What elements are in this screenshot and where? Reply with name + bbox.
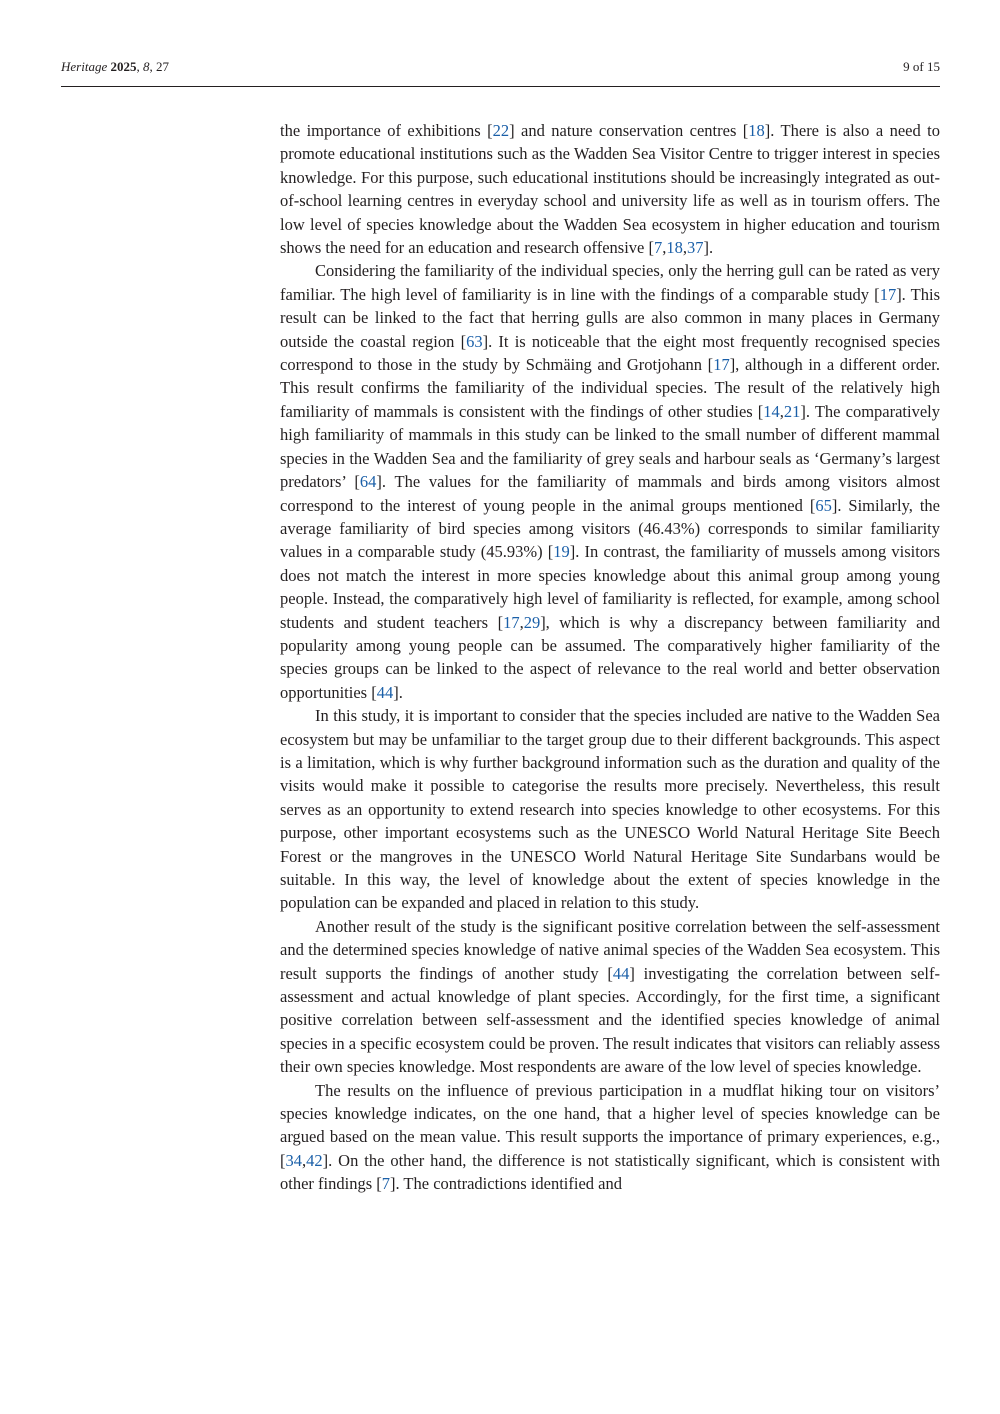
citation-link[interactable]: 44 [376,682,394,702]
paragraph-text: ]. In contrast, the familiarity of mussels among visitors does not match the interest in more species knowledge about this animal group among young people. Instead, the comparatively high level of familiarity is reflected, for example, among school students and student teachers [ [280,542,940,632]
paragraph-text: , [519,612,524,632]
paragraph [280,259,940,704]
paragraph [280,704,940,915]
citation-link[interactable]: 64 [359,472,377,492]
paragraph-text: ] and nature conservation centres [ [509,121,749,140]
paragraph-text: , [779,401,784,421]
paragraph-text: , [662,238,667,258]
journal-volume: 8 [142,59,150,74]
paragraph-text: the importance of exhibitions [ [280,121,493,140]
journal-year: 2025 [110,59,137,74]
citation-link[interactable]: 7 [654,238,663,258]
paragraph-text: ] investigating the correlation between self-assessment and actual knowledge of plant species. Accordingly, for the first time, a significant positive correlation between self-assessment and the identified species knowledge of animal species in a specific ecosystem could be proven. The result indicates that visitors can reliably assess their own species knowledge. Most respondents are aware of the low level of species knowledge. [280,963,940,1077]
paragraph-text: ]. Similarly, the average familiarity of bird species among visitors (46.43%) corresponds to similar familiarity values in a comparable study (45.93%) [ [280,495,940,562]
citation-link[interactable]: 29 [523,612,541,632]
citation-link[interactable]: 18 [666,238,683,258]
citation-link[interactable]: 19 [553,542,570,562]
paragraph [280,915,940,1079]
citation-link[interactable]: 17 [713,355,730,375]
paragraph-text: Another result of the study is the significant positive correlation between the self-assessment and the determined species knowledge of native animal species of the Wadden Sea ecosystem. This result supports the findings of another study [ [280,916,940,983]
citation-link[interactable]: 37 [687,238,704,258]
citation-link[interactable]: 44 [612,963,630,983]
paragraph-text: In this study, it is important to consider that the species included are native to the Wadden Sea ecosystem but may be unfamiliar to the target group due to their different backgrounds. This aspect is a limitation, which is why further background information such as the duration and quality of the visits would make it possible to categorise the results more precisely. Nevertheless, this result serves as an opportunity to extend research into species knowledge to other ecosystems. For this purpose, other important ecosystems such as the UNESCO World Natural Heritage Site Beech Forest or the mangroves in the UNESCO World Natural Heritage Site Sundarbans would be suitable. In this way, the level of knowledge about the extent of species knowledge in the population can be expanded and placed in relation to this study. [280,706,940,913]
citation-link[interactable]: 34 [285,1150,302,1170]
paragraph-text: ], although in a different order. This result confirms the familiarity of the individual species. The result of the relatively high familiarity of mammals is consistent with the findings of other studies [ [280,355,940,421]
paragraph-text: Considering the familiarity of the individual species, only the herring gull can be rated as very familiar. The high level of familiarity is in line with the findings of a comparable study [ [280,261,940,304]
paragraph [280,1079,940,1196]
paragraph-text: , [682,238,688,258]
citation-link[interactable]: 17 [503,612,520,632]
citation-link[interactable]: 21 [783,401,801,421]
paragraph-text: , [302,1150,307,1170]
citation-link[interactable]: 42 [306,1150,323,1170]
body-text [280,119,940,1196]
paragraph-text: ]. There is also a need to promote educational institutions such as the Wadden Sea Visitor Centre to trigger interest in species knowledge. For this purpose, such educational institutions should be increasingly integrated as out-of-school learning centres in everyday school and university life as well as in tourism offers. The low level of species knowledge about the Wadden Sea ecosystem in higher education and tourism shows the need for an education and research offensive [ [280,121,940,258]
article-number: 27 [155,59,169,74]
paragraph-text: ]. The comparatively high familiarity of mammals in this study can be linked to the small number of different mammal species in the Wadden Sea and the familiarity of grey seals and harbour seals as ‘Germany’s largest predators’ [ [280,401,940,492]
citation-link[interactable]: 65 [815,495,832,515]
paragraph-text: The results on the influence of previous participation in a mudflat hiking tour on visitors’ species knowledge indicates, on the one hand, that a higher level of species knowledge can be argued based on the mean value. This result supports the importance of primary experiences, e.g., [ [280,1080,940,1170]
citation-link[interactable]: 17 [879,284,897,304]
citation-link[interactable]: 18 [748,121,765,140]
paragraph-text: ]. It is noticeable that the eight most frequently recognised species correspond to those in the study by Schmäing and Grotjohann [ [280,331,941,375]
paragraph-text: ]. The values for the familiarity of mammals and birds among visitors almost correspond to the interest of young people in the animal groups mentioned [ [280,472,940,515]
paragraph-text: ]. This result can be linked to the fact that herring gulls are also common in many places in Germany outside the coastal region [ [280,284,941,351]
journal-name: Heritage [61,59,108,74]
citation-link[interactable]: 63 [466,331,483,351]
paragraph-text: ], which is why a discrepancy between familiarity and popularity among young people can be assumed. The comparatively higher familiarity of the species groups can be linked to the aspect of relevance to the real world and better observation opportunities [ [280,612,941,702]
citation-link[interactable]: 22 [492,121,510,140]
paragraph-text: ]. The contradictions identified and [389,1174,622,1194]
paragraph-text: ]. [703,238,714,258]
paragraph-text: ]. On the other hand, the difference is not statistically significant, which is consistent with other findings [ [280,1150,940,1194]
citation-link[interactable]: 7 [381,1174,390,1194]
citation-link[interactable]: 14 [763,401,780,421]
paragraph-text: ]. [393,682,403,702]
header-rule [61,86,940,87]
paragraph [280,119,940,259]
page-number: 9 of 15 [903,59,940,74]
journal-citation: Heritage 2025, 8, 27 [61,59,169,74]
